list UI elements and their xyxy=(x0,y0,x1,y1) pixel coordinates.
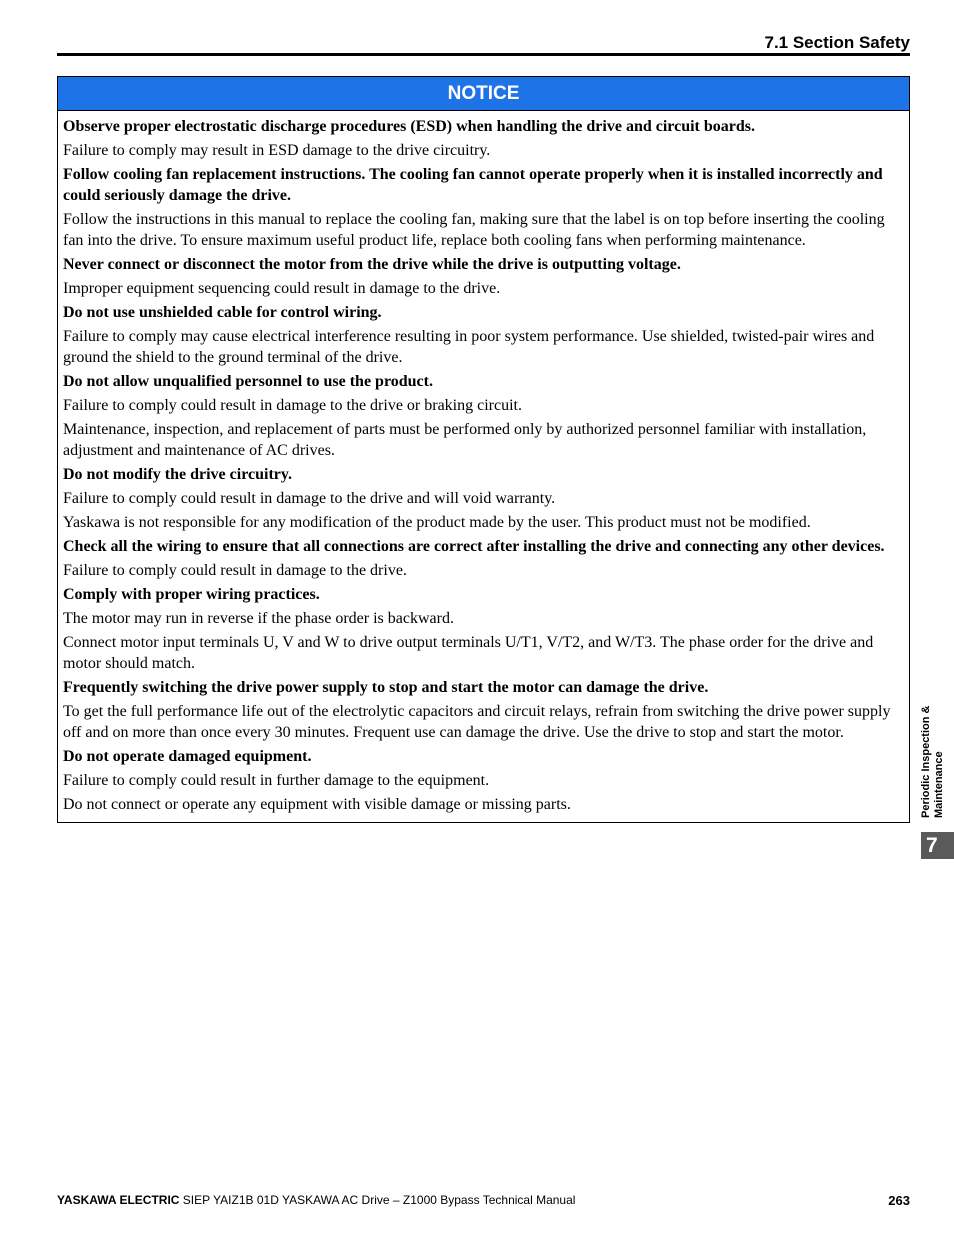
notice-paragraph: To get the full performance life out of the electrolytic capacitors and circuit relays, refrain from switching the drive power supply off and on more than once every 30 minutes. Frequent use can damage the drive. Use the drive to stop and start the motor. xyxy=(63,703,891,741)
notice-paragraph: Failure to comply could result in further damage to the equipment. xyxy=(63,772,490,789)
footer-brand: YASKAWA ELECTRIC xyxy=(57,1193,180,1207)
chapter-tab-label: Periodic Inspection & Maintenance xyxy=(920,705,945,818)
page-number: 263 xyxy=(888,1193,910,1208)
notice-paragraph: Failure to comply could result in damage to the drive or braking circuit. xyxy=(63,397,522,414)
notice-paragraph: Do not operate damaged equipment. xyxy=(63,748,312,765)
notice-paragraph: Observe proper electrostatic discharge procedures (ESD) when handling the drive and circuit boards. xyxy=(63,118,755,135)
chapter-tab-number: 7 xyxy=(921,832,954,859)
notice-paragraph: Failure to comply could result in damage to the drive. xyxy=(63,562,407,579)
footer-manual-title: SIEP YAIZ1B 01D YASKAWA AC Drive – Z1000 Bypass Technical Manual xyxy=(179,1193,576,1207)
notice-paragraph: Follow cooling fan replacement instructions. The cooling fan cannot operate properly when it is installed incorrectly and could seriously damage the drive. xyxy=(63,166,883,204)
notice-paragraph: Maintenance, inspection, and replacement of parts must be performed only by authorized personnel familiar with installation, adjustment and maintenance of AC drives. xyxy=(63,421,867,459)
notice-box xyxy=(57,76,910,823)
notice-paragraph: Connect motor input terminals U, V and W to drive output terminals U/T1, V/T2, and W/T3. The phase order for the drive and motor should match. xyxy=(63,634,874,672)
notice-paragraph: Do not modify the drive circuitry. xyxy=(63,466,293,483)
notice-paragraph: Follow the instructions in this manual to replace the cooling fan, making sure that the label is on top before inserting the cooling fan into the drive. To ensure maximum useful product life, replace both cooling fans when performing maintenance. xyxy=(63,211,885,249)
header-rule xyxy=(57,53,910,56)
notice-paragraph: Comply with proper wiring practices. xyxy=(63,586,320,603)
section-title: 7.1 Section Safety xyxy=(764,33,910,52)
notice-paragraph: Yaskawa is not responsible for any modification of the product made by the user. This product must not be modified. xyxy=(63,514,811,531)
notice-paragraph: Check all the wiring to ensure that all connections are correct after installing the drive and connecting any other devices. xyxy=(63,538,885,555)
notice-paragraph: Frequently switching the drive power supply to stop and start the motor can damage the drive. xyxy=(63,679,709,696)
notice-heading: NOTICE xyxy=(58,77,909,111)
notice-paragraph: Do not use unshielded cable for control wiring. xyxy=(63,304,382,321)
notice-paragraph: Improper equipment sequencing could result in damage to the drive. xyxy=(63,280,501,297)
notice-paragraph: Failure to comply could result in damage to the drive and will void warranty. xyxy=(63,490,556,507)
notice-paragraph: Never connect or disconnect the motor from the drive while the drive is outputting voltage. xyxy=(63,256,681,273)
notice-paragraph: Do not allow unqualified personnel to use the product. xyxy=(63,373,433,390)
notice-paragraph: Failure to comply may result in ESD damage to the drive circuitry. xyxy=(63,142,491,159)
notice-paragraph: Failure to comply may cause electrical interference resulting in poor system performance. Use shielded, twisted-pair wires and ground the shield to the ground terminal of the drive. xyxy=(63,328,875,366)
notice-paragraph: Do not connect or operate any equipment with visible damage or missing parts. xyxy=(63,796,571,813)
notice-body xyxy=(58,111,909,822)
footer-manual-info xyxy=(57,1193,575,1207)
notice-paragraph: The motor may run in reverse if the phase order is backward. xyxy=(63,610,454,627)
